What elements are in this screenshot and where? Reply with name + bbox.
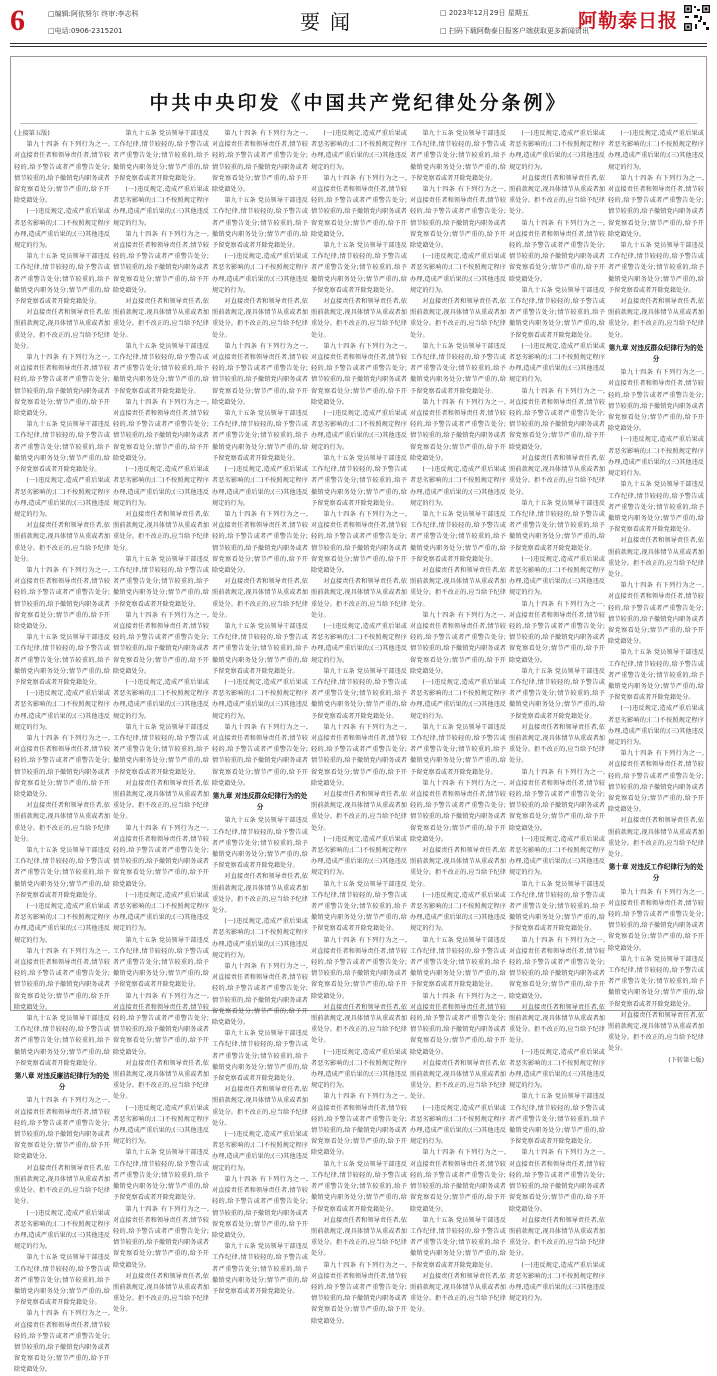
paragraph: 第九十四条 有下列行为之一,对直接责任者和领导责任者,情节较轻的,给予警告或者严重警告处分;情节较重的,给予撤销党内职务或者留党察看处分;情节严重的,给予开除党籍处分。 <box>113 611 209 675</box>
paragraph: (一)违反规定,造成严重后果或者恶劣影响的;(二)不按照规定程序办理,造成严重后果的;(三)其他违反规定的行为。 <box>14 1209 110 1251</box>
chapter-heading: 第八章 对违反廉洁纪律行为的处分 <box>14 1072 110 1092</box>
paragraph: 第九十四条 有下列行为之一,对直接责任者和领导责任者,情节较轻的,给予警告或者严重警告处分;情节较重的,给予撤销党内职务或者留党察看处分;情节严重的,给予开除党籍处分。 <box>608 582 704 646</box>
paragraph: (一)违反规定,造成严重后果或者恶劣影响的;(二)不按照规定程序办理,造成严重后果的;(三)其他违反规定的行为。 <box>509 1048 605 1090</box>
paragraph: 第九十四条 有下列行为之一,对直接责任者和领导责任者,情节较轻的,给予警告或者严重警告处分;情节较重的,给予撤销党内职务或者留党察看处分;情节严重的,给予开除党籍处分。 <box>212 1175 308 1239</box>
paragraph: 对直接责任者和领导责任者,依照前款规定,视具体情节从重或者加重处分。拒不改正的,应当给予纪律处分。 <box>113 510 209 552</box>
paragraph: 第九十四条 有下列行为之一,对直接责任者和领导责任者,情节较轻的,给予警告或者严重警告处分;情节较重的,给予撤销党内职务或者留党察看处分;情节严重的,给予开除党籍处分。 <box>311 174 407 238</box>
paragraph: 第九十四条 有下列行为之一,对直接责任者和领导责任者,情节较轻的,给予警告或者严重警告处分;情节较重的,给予撤销党内职务或者留党察看处分;情节严重的,给予开除党籍处分。 <box>311 342 407 406</box>
paragraph: 第九十四条 有下列行为之一,对直接责任者和领导责任者,情节较轻的,给予警告或者严重警告处分;情节较重的,给予撤销党内职务或者留党察看处分;情节严重的,给予开除党籍处分。 <box>212 963 308 1027</box>
download-note: □ 扫码下载阿勒泰日报客户端获取更多新闻资讯 <box>440 27 589 35</box>
paragraph: (一)违反规定,造成严重后果或者恶劣影响的;(二)不按照规定程序办理,造成严重后果的;(三)其他违反规定的行为。 <box>410 891 506 933</box>
paragraph: 对直接责任者和领导责任者,依照前款规定,视具体情节从重或者加重处分。拒不改正的,应当给予纪律处分。 <box>311 298 407 339</box>
paragraph: 第九十五条 党员领导干部违反工作纪律,情节较轻的,给予警告或者严重警告处分;情节较重的,给予撤销党内职务处分;情节严重的,给予留党察看或者开除党籍处分。 <box>113 130 209 182</box>
chapter-heading: 第九章 对违反群众纪律行为的处分 <box>212 791 308 812</box>
paragraph: (一)违反规定,造成严重后果或者恶劣影响的;(二)不按照规定程序办理,造成严重后果的;(三)其他违反规定的行为。 <box>113 678 209 720</box>
paragraph: 第九十四条 有下列行为之一,对直接责任者和领导责任者,情节较轻的,给予警告或者严重警告处分;情节较重的,给予撤销党内职务或者留党察看处分;情节严重的,给予开除党籍处分。 <box>311 1261 407 1325</box>
paragraph: 对直接责任者和领导责任者,依照前款规定,视具体情节从重或者加重处分。拒不改正的,应当给予纪律处分。 <box>311 1003 407 1045</box>
chapter-heading: 第九章 对违反群众纪律行为的处分 <box>608 343 704 364</box>
paragraph: 第九十四条 有下列行为之一,对直接责任者和领导责任者,情节较轻的,给予警告或者严重警告处分;情节较重的,给予撤销党内职务或者留党察看处分;情节严重的,给予开除党籍处分。 <box>113 1205 209 1269</box>
paragraph: (一)违反规定,造成严重后果或者恶劣影响的;(二)不按照规定程序办理,造成严重后果的;(三)其他违反规定的行为。 <box>509 342 605 384</box>
paragraph: 第九十五条 党员领导干部违反工作纪律,情节较轻的,给予警告或者严重警告处分;情节较重的,给予撤销党内职务处分;情节严重的,给予留党察看或者开除党籍处分。 <box>311 667 407 720</box>
headline-rule <box>20 123 697 124</box>
paragraph: (一)违反规定,造成严重后果或者恶劣影响的;(二)不按照规定程序办理,造成严重后果的;(三)其他违反规定的行为。 <box>410 253 506 294</box>
masthead <box>0 0 717 52</box>
paragraph: 第九十五条 党员领导干部违反工作纪律,情节较轻的,给予警告或者严重警告处分;情节较重的,给予撤销党内职务处分;情节严重的,给予留党察看或者开除党籍处分。 <box>509 1093 605 1146</box>
paragraph: 对直接责任者和领导责任者,依照前款规定,视具体情节从重或者加重处分。拒不改正的,应当给予纪律处分。 <box>14 309 110 350</box>
paragraph: 第九十四条 有下列行为之一,对直接责任者和领导责任者,情节较轻的,给予警告或者严重警告处分;情节较重的,给予撤销党内职务或者留党察看处分;情节严重的,给予开除党籍处分。 <box>311 723 407 787</box>
paragraph: (一)违反规定,造成严重后果或者恶劣影响的;(二)不按照规定程序办理,造成严重后果的;(三)其他违反规定的行为。 <box>212 678 308 720</box>
paragraph: 第九十五条 党员领导干部违反工作纪律,情节较轻的,给予警告或者严重警告处分;情节较重的,给予撤销党内职务处分;情节严重的,给予留党察看或者开除党籍处分。 <box>509 880 605 933</box>
paragraph: (一)违反规定,造成严重后果或者恶劣影响的;(二)不按照规定程序办理,造成严重后果的;(三)其他违反规定的行为。 <box>509 1261 605 1303</box>
column-4 <box>311 128 407 1325</box>
paragraph: 第九十四条 有下列行为之一,对直接责任者和领导责任者,情节较轻的,给予警告或者严重警告处分;情节较重的,给予撤销党内职务或者留党察看处分;情节严重的,给予开除党籍处分。 <box>14 1097 110 1161</box>
paragraph: 对直接责任者和领导责任者,依照前款规定,视具体情节从重或者加重处分。拒不改正的,应当给予纪律处分。 <box>509 723 605 765</box>
masthead-rule-thin <box>10 46 707 47</box>
paragraph: 第九十四条 有下列行为之一,对直接责任者和领导责任者,情节较轻的,给予警告或者严重警告处分;情节较重的,给予撤销党内职务或者留党察看处分;情节严重的,给予开除党籍处分。 <box>608 174 704 238</box>
paragraph: 第九十五条 党员领导干部违反工作纪律,情节较轻的,给予警告或者严重警告处分;情节较重的,给予撤销党内职务处分;情节严重的,给予留党察看或者开除党籍处分。 <box>410 342 506 395</box>
paragraph: 对直接责任者和领导责任者,依照前款规定,视具体情节从重或者加重处分。拒不改正的,应当给予纪律处分。 <box>410 1059 506 1101</box>
paragraph: 对直接责任者和领导责任者,依照前款规定,视具体情节从重或者加重处分。拒不改正的,应当给予纪律处分。 <box>509 1216 605 1258</box>
paragraph: 第九十五条 党员领导干部违反工作纪律,情节较轻的,给予警告或者严重警告处分;情节较重的,给予撤销党内职务处分;情节严重的,给予留党察看或者开除党籍处分。 <box>410 723 506 776</box>
paragraph: 第九十五条 党员领导干部违反工作纪律,情节较轻的,给予警告或者严重警告处分;情节较重的,给予撤销党内职务处分;情节严重的,给予留党察看或者开除党籍处分。 <box>212 197 308 250</box>
paragraph: (一)违反规定,造成严重后果或者恶劣影响的;(二)不按照规定程序办理,造成严重后果的;(三)其他违反规定的行为。 <box>410 678 506 720</box>
paragraph: 对直接责任者和领导责任者,依照前款规定,视具体情节从重或者加重处分。拒不改正的,应当给予纪律处分。 <box>113 1272 209 1314</box>
paragraph: 对直接责任者和领导责任者,依照前款规定,视具体情节从重或者加重处分。拒不改正的,应当给予纪律处分。 <box>608 817 704 858</box>
paragraph: 第九十五条 党员领导干部违反工作纪律,情节较轻的,给予警告或者严重警告处分;情节较重的,给予撤销党内职务处分;情节严重的,给予留党察看或者开除党籍处分。 <box>410 936 506 989</box>
paragraph: (一)违反规定,造成严重后果或者恶劣影响的;(二)不按照规定程序办理,造成严重后果的;(三)其他违反规定的行为。 <box>608 705 704 746</box>
paragraph: 第九十四条 有下列行为之一,对直接责任者和领导责任者,情节较轻的,给予警告或者严重警告处分;情节较重的,给予撤销党内职务或者留党察看处分;情节严重的,给予开除党籍处分。 <box>14 734 110 798</box>
paragraph: 第九十四条 有下列行为之一,对直接责任者和领导责任者,情节较轻的,给予警告或者严重警告处分;情节较重的,给予撤销党内职务或者留党察看处分;情节严重的,给予开除党籍处分。 <box>113 398 209 462</box>
paragraph: 对直接责任者和领导责任者,依照前款规定,视具体情节从重或者加重处分。拒不改正的,应当给予纪律处分。 <box>212 578 308 619</box>
paragraph: 第九十四条 有下列行为之一,对直接责任者和领导责任者,情节较轻的,给予警告或者严重警告处分;情节较重的,给予撤销党内职务或者留党察看处分;情节严重的,给予开除党籍处分。 <box>509 936 605 1000</box>
paragraph: 第九十五条 党员领导干部违反工作纪律,情节较轻的,给予警告或者严重警告处分;情节较重的,给予撤销党内职务处分;情节严重的,给予留党察看或者开除党籍处分。 <box>212 817 308 870</box>
paragraph: 第九十五条 党员领导干部违反工作纪律,情节较轻的,给予警告或者严重警告处分;情节较重的,给予撤销党内职务处分;情节严重的,给予留党察看或者开除党籍处分。 <box>212 1243 308 1295</box>
paragraph: (一)违反规定,造成严重后果或者恶劣影响的;(二)不按照规定程序办理,造成严重后果的;(三)其他违反规定的行为。 <box>14 208 110 250</box>
paragraph: 对直接责任者和领导责任者,依照前款规定,视具体情节从重或者加重处分。拒不改正的,应当给予纪律处分。 <box>509 174 605 216</box>
paragraph: 第九十四条 有下列行为之一,对直接责任者和领导责任者,情节较轻的,给予警告或者严重警告处分;情节较重的,给予撤销党内职务或者留党察看处分;情节严重的,给予开除党籍处分。 <box>410 1149 506 1213</box>
paragraph: 第九十五条 党员领导干部违反工作纪律,情节较轻的,给予警告或者严重警告处分;情节较重的,给予撤销党内职务处分;情节严重的,给予留党察看或者开除党籍处分。 <box>410 510 506 563</box>
publish-date: □ 2023年12月29日 星期五 <box>440 9 529 17</box>
paragraph: (一)违反规定,造成严重后果或者恶劣影响的;(二)不按照规定程序办理,造成严重后果的;(三)其他违反规定的行为。 <box>311 622 407 664</box>
paragraph: (一)违反规定,造成严重后果或者恶劣影响的;(二)不按照规定程序办理,造成严重后果的;(三)其他违反规定的行为。 <box>410 466 506 507</box>
paragraph: 第九十五条 党员领导干部违反工作纪律,情节较轻的,给予警告或者严重警告处分;情节较重的,给予撤销党内职务处分;情节严重的,给予留党察看或者开除党籍处分。 <box>212 622 308 675</box>
paragraph: 对直接责任者和领导责任者,依照前款规定,视具体情节从重或者加重处分。拒不改正的,应当给予纪律处分。 <box>212 873 308 915</box>
paragraph: (一)违反规定,造成严重后果或者恶劣影响的;(二)不按照规定程序办理,造成严重后果的;(三)其他违反规定的行为。 <box>113 466 209 507</box>
paragraph: 第九十五条 党员领导干部违反工作纪律,情节较轻的,给予警告或者严重警告处分;情节较重的,给予撤销党内职务处分;情节严重的,给予留党察看或者开除党籍处分。 <box>410 130 506 182</box>
continued-to-note: (下转第七版) <box>668 1056 704 1064</box>
paragraph: (一)违反规定,造成严重后果或者恶劣影响的;(二)不按照规定程序办理,造成严重后果的;(三)其他违反规定的行为。 <box>113 1104 209 1146</box>
paragraph: 对直接责任者和领导责任者,依照前款规定,视具体情节从重或者加重处分。拒不改正的,应当给予纪律处分。 <box>608 1011 704 1053</box>
paragraph: (一)违反规定,造成严重后果或者恶劣影响的;(二)不按照规定程序办理,造成严重后果的;(三)其他违反规定的行为。 <box>212 1131 308 1172</box>
paragraph: 对直接责任者和领导责任者,依照前款规定,视具体情节从重或者加重处分。拒不改正的,应当给予纪律处分。 <box>608 298 704 339</box>
paragraph: 第九十四条 有下列行为之一,对直接责任者和领导责任者,情节较轻的,给予警告或者严重警告处分;情节较重的,给予撤销党内职务或者留党察看处分;情节严重的,给予开除党籍处分。 <box>311 936 407 1000</box>
paragraph: 第九十四条 有下列行为之一,对直接责任者和领导责任者,情节较轻的,给予警告或者严重警告处分;情节较重的,给予撤销党内职务或者留党察看处分;情节严重的,给予开除党籍处分。 <box>14 141 110 205</box>
paragraph: 第九十五条 党员领导干部违反工作纪律,情节较轻的,给予警告或者严重警告处分;情节较重的,给予撤销党内职务处分;情节严重的,给予留党察看或者开除党籍处分。 <box>113 936 209 989</box>
column-7 <box>608 128 704 1064</box>
paragraph: 第九十五条 党员领导干部违反工作纪律,情节较轻的,给予警告或者严重警告处分;情节较重的,给予撤销党内职务处分;情节严重的,给予留党察看或者开除党籍处分。 <box>608 649 704 702</box>
paragraph: 对直接责任者和领导责任者,依照前款规定,视具体情节从重或者加重处分。拒不改正的,应当给予纪律处分。 <box>14 1164 110 1206</box>
masthead-rule <box>10 43 707 44</box>
paragraph: (一)违反规定,造成严重后果或者恶劣影响的;(二)不按照规定程序办理,造成严重后果的;(三)其他违反规定的行为。 <box>212 253 308 294</box>
paragraph: 对直接责任者和领导责任者,依照前款规定,视具体情节从重或者加重处分。拒不改正的,应当给予纪律处分。 <box>14 522 110 563</box>
paragraph: 第九十五条 党员领导干部违反工作纪律,情节较轻的,给予警告或者严重警告处分;情节较重的,给予撤销党内职务处分;情节严重的,给予留党察看或者开除党籍处分。 <box>311 242 407 294</box>
paragraph: 对直接责任者和领导责任者,依照前款规定,视具体情节从重或者加重处分。拒不改正的,应当给予纪律处分。 <box>410 566 506 608</box>
paragraph: 第九十四条 有下列行为之一,对直接责任者和领导责任者,情节较轻的,给予警告或者严重警告处分;情节较重的,给予撤销党内职务或者留党察看处分;情节严重的,给予开除党籍处分。 <box>509 600 605 664</box>
paragraph: 第九十五条 党员领导干部违反工作纪律,情节较轻的,给予警告或者严重警告处分;情节较重的,给予撤销党内职务处分;情节严重的,给予留党察看或者开除党籍处分。 <box>14 847 110 899</box>
paragraph: 第九十五条 党员领导干部违反工作纪律,情节较轻的,给予警告或者严重警告处分;情节较重的,给予撤销党内职务处分;情节严重的,给予留党察看或者开除党籍处分。 <box>113 723 209 776</box>
paragraph: 第九十五条 党员领导干部违反工作纪律,情节较轻的,给予警告或者严重警告处分;情节较重的,给予撤销党内职务处分;情节严重的,给予留党察看或者开除党籍处分。 <box>608 481 704 534</box>
paragraph: 第九十五条 党员领导干部违反工作纪律,情节较轻的,给予警告或者严重警告处分;情节较重的,给予撤销党内职务处分;情节严重的,给予留党察看或者开除党籍处分。 <box>311 454 407 507</box>
paragraph: 第九十四条 有下列行为之一,对直接责任者和领导责任者,情节较轻的,给予警告或者严重警告处分;情节较重的,给予撤销党内职务或者留党察看处分;情节严重的,给予开除党籍处分。 <box>311 1093 407 1157</box>
paragraph: 对直接责任者和领导责任者,依照前款规定,视具体情节从重或者加重处分。拒不改正的,应当给予纪律处分。 <box>608 537 704 578</box>
paragraph: 对直接责任者和领导责任者,依照前款规定,视具体情节从重或者加重处分。拒不改正的,应当给予纪律处分。 <box>212 298 308 339</box>
section-title: 要闻 <box>300 10 360 34</box>
paragraph: (一)违反规定,造成严重后果或者恶劣影响的;(二)不按照规定程序办理,造成严重后果的;(三)其他违反规定的行为。 <box>14 903 110 944</box>
paragraph: 对直接责任者和领导责任者,依照前款规定,视具体情节从重或者加重处分。拒不改正的,应当给予纪律处分。 <box>509 1003 605 1045</box>
paragraph: 第九十四条 有下列行为之一,对直接责任者和领导责任者,情节较轻的,给予警告或者严重警告处分;情节较重的,给予撤销党内职务或者留党察看处分;情节严重的,给予开除党籍处分。 <box>14 947 110 1011</box>
paragraph: 第九十四条 有下列行为之一,对直接责任者和领导责任者,情节较轻的,给予警告或者严重警告处分;情节较重的,给予撤销党内职务或者留党察看处分;情节严重的,给予开除党籍处分。 <box>212 342 308 406</box>
paragraph: 第九十四条 有下列行为之一,对直接责任者和领导责任者,情节较轻的,给予警告或者严重警告处分;情节较重的,给予撤销党内职务或者留党察看处分;情节严重的,给予开除党籍处分。 <box>410 779 506 843</box>
paragraph: 第九十四条 有下列行为之一,对直接责任者和领导责任者,情节较轻的,给予警告或者严重警告处分;情节较重的,给予撤销党内职务或者留党察看处分;情节严重的,给予开除党籍处分。 <box>608 750 704 814</box>
paragraph: (一)违反规定,造成严重后果或者恶劣影响的;(二)不按照规定程序办理,造成严重后果的;(三)其他违反规定的行为。 <box>212 466 308 507</box>
qr-code-icon <box>683 4 711 32</box>
paragraph: 第九十四条 有下列行为之一,对直接责任者和领导责任者,情节较轻的,给予警告或者严重警告处分;情节较重的,给予撤销党内职务或者留党察看处分;情节严重的,给予开除党籍处分。 <box>410 186 506 250</box>
paragraph: (一)违反规定,造成严重后果或者恶劣影响的;(二)不按照规定程序办理,造成严重后果的;(三)其他违反规定的行为。 <box>311 410 407 451</box>
paragraph: 第九十四条 有下列行为之一,对直接责任者和领导责任者,情节较轻的,给予警告或者严重警告处分;情节较重的,给予撤销党内职务或者留党察看处分;情节严重的,给予开除党籍处分。 <box>14 566 110 630</box>
paragraph: 第九十四条 有下列行为之一,对直接责任者和领导责任者,情节较轻的,给予警告或者严重警告处分;情节较重的,给予撤销党内职务或者留党察看处分;情节严重的,给予开除党籍处分。 <box>212 510 308 574</box>
paragraph: (一)违反规定,造成严重后果或者恶劣影响的;(二)不按照规定程序办理,造成严重后果的;(三)其他违反规定的行为。 <box>608 130 704 171</box>
paragraph: 第九十四条 有下列行为之一,对直接责任者和领导责任者,情节较轻的,给予警告或者严重警告处分;情节较重的,给予撤销党内职务或者留党察看处分;情节严重的,给予开除党籍处分。 <box>509 219 605 283</box>
paragraph: 第九十五条 党员领导干部违反工作纪律,情节较轻的,给予警告或者严重警告处分;情节较重的,给予撤销党内职务处分;情节严重的,给予留党察看或者开除党籍处分。 <box>311 1160 407 1213</box>
paragraph: 第九十五条 党员领导干部违反工作纪律,情节较轻的,给予警告或者严重警告处分;情节较重的,给予撤销党内职务处分;情节严重的,给予留党察看或者开除党籍处分。 <box>410 1216 506 1269</box>
paragraph: 第九十四条 有下列行为之一,对直接责任者和领导责任者,情节较轻的,给予警告或者严重警告处分;情节较重的,给予撤销党内职务或者留党察看处分;情节严重的,给予开除党籍处分。 <box>608 888 704 952</box>
column-6 <box>509 128 605 1303</box>
paragraph: 对直接责任者和领导责任者,依照前款规定,视具体情节从重或者加重处分。拒不改正的,应当给予纪律处分。 <box>410 298 506 339</box>
column-1 <box>14 128 110 1374</box>
paragraph: (一)违反规定,造成严重后果或者恶劣影响的;(二)不按照规定程序办理,造成严重后果的;(三)其他违反规定的行为。 <box>212 918 308 959</box>
paragraph: 第九十四条 有下列行为之一,对直接责任者和领导责任者,情节较轻的,给予警告或者严重警告处分;情节较重的,给予撤销党内职务或者留党察看处分;情节严重的,给予开除党籍处分。 <box>410 398 506 462</box>
paragraph: 对直接责任者和领导责任者,依照前款规定,视具体情节从重或者加重处分。拒不改正的,应当给予纪律处分。 <box>410 847 506 888</box>
paragraph: 第九十四条 有下列行为之一,对直接责任者和领导责任者,情节较轻的,给予警告或者严重警告处分;情节较重的,给予撤销党内职务或者留党察看处分;情节严重的,给予开除党籍处分。 <box>212 723 308 787</box>
paragraph: 第九十五条 党员领导干部违反工作纪律,情节较轻的,给予警告或者严重警告处分;情节较重的,给予撤销党内职务处分;情节严重的,给予留党察看或者开除党籍处分。 <box>113 1149 209 1202</box>
paragraph: 对直接责任者和领导责任者,依照前款规定,视具体情节从重或者加重处分。拒不改正的,应当给予纪律处分。 <box>113 779 209 821</box>
paragraph: (一)违反规定,造成严重后果或者恶劣影响的;(二)不按照规定程序办理,造成严重后果的;(三)其他违反规定的行为。 <box>509 835 605 877</box>
paragraph: 第九十五条 党员领导干部违反工作纪律,情节较轻的,给予警告或者严重警告处分;情节较重的,给予撤销党内职务处分;情节严重的,给予留党察看或者开除党籍处分。 <box>608 955 704 1008</box>
paragraph: (一)违反规定,造成严重后果或者恶劣影响的;(二)不按照规定程序办理,造成严重后果的;(三)其他违反规定的行为。 <box>509 555 605 597</box>
paragraph: 第九十五条 党员领导干部违反工作纪律,情节较轻的,给予警告或者严重警告处分;情节较重的,给予撤销党内职务处分;情节严重的,给予留党察看或者开除党籍处分。 <box>14 1015 110 1067</box>
paragraph: (一)违反规定,造成严重后果或者恶劣影响的;(二)不按照规定程序办理,造成严重后果的;(三)其他违反规定的行为。 <box>608 436 704 478</box>
paragraph: 对直接责任者和领导责任者,依照前款规定,视具体情节从重或者加重处分。拒不改正的,应当给予纪律处分。 <box>410 1272 506 1314</box>
article-body <box>14 128 704 1374</box>
paragraph: 第九十四条 有下列行为之一,对直接责任者和领导责任者,情节较轻的,给予警告或者严重警告处分;情节较重的,给予撤销党内职务或者留党察看处分;情节严重的,给予开除党籍处分。 <box>509 768 605 832</box>
paragraph: 第九十四条 有下列行为之一,对直接责任者和领导责任者,情节较轻的,给予警告或者严重警告处分;情节较重的,给予撤销党内职务或者留党察看处分;情节严重的,给予开除党籍处分。 <box>113 824 209 888</box>
paragraph: 第九十五条 党员领导干部违反工作纪律,情节较轻的,给予警告或者严重警告处分;情节较重的,给予撤销党内职务处分;情节严重的,给予留党察看或者开除党籍处分。 <box>509 499 605 552</box>
paragraph: 第九十五条 党员领导干部违反工作纪律,情节较轻的,给予警告或者严重警告处分;情节较重的,给予撤销党内职务处分;情节严重的,给予留党察看或者开除党籍处分。 <box>212 410 308 462</box>
paragraph: (一)违反规定,造成严重后果或者恶劣影响的;(二)不按照规定程序办理,造成严重后果的;(三)其他违反规定的行为。 <box>14 477 110 518</box>
paragraph: 第九十五条 党员领导干部违反工作纪律,情节较轻的,给予警告或者严重警告处分;情节较重的,给予撤销党内职务处分;情节严重的,给予留党察看或者开除党籍处分。 <box>212 1030 308 1083</box>
paragraph: 第九十五条 党员领导干部违反工作纪律,情节较轻的,给予警告或者严重警告处分;情节较重的,给予撤销党内职务处分;情节严重的,给予留党察看或者开除党籍处分。 <box>509 667 605 720</box>
paragraph: 对直接责任者和领导责任者,依照前款规定,视具体情节从重或者加重处分。拒不改正的,应当给予纪律处分。 <box>311 578 407 619</box>
paragraph: 第九十五条 党员领导干部违反工作纪律,情节较轻的,给予警告或者严重警告处分;情节较重的,给予撤销党内职务处分;情节严重的,给予留党察看或者开除党籍处分。 <box>311 880 407 933</box>
paragraph: 第九十四条 有下列行为之一,对直接责任者和领导责任者,情节较轻的,给予警告或者严重警告处分;情节较重的,给予撤销党内职务或者留党察看处分;情节严重的,给予开除党籍处分。 <box>509 1149 605 1213</box>
newspaper-logo: 阿勒泰日报 <box>578 10 679 32</box>
paragraph: 对直接责任者和领导责任者,依照前款规定,视具体情节从重或者加重处分。拒不改正的,应当给予纪律处分。 <box>14 802 110 843</box>
chapter-heading: 第十章 对违反工作纪律行为的处分 <box>608 863 704 883</box>
paragraph: (一)违反规定,造成严重后果或者恶劣影响的;(二)不按照规定程序办理,造成严重后果的;(三)其他违反规定的行为。 <box>113 186 209 227</box>
paragraph: 第九十五条 党员领导干部违反工作纪律,情节较轻的,给予警告或者严重警告处分;情节较重的,给予撤销党内职务处分;情节严重的,给予留党察看或者开除党籍处分。 <box>14 1254 110 1307</box>
paragraph: 第九十四条 有下列行为之一,对直接责任者和领导责任者,情节较轻的,给予警告或者严重警告处分;情节较重的,给予撤销党内职务或者留党察看处分;情节严重的,给予开除党籍处分。 <box>14 354 110 418</box>
paragraph: (一)违反规定,造成严重后果或者恶劣影响的;(二)不按照规定程序办理,造成严重后果的;(三)其他违反规定的行为。 <box>311 130 407 171</box>
paragraph: 第九十五条 党员领导干部违反工作纪律,情节较轻的,给予警告或者严重警告处分;情节较重的,给予撤销党内职务处分;情节严重的,给予留党察看或者开除党籍处分。 <box>14 253 110 306</box>
paragraph: 第九十五条 党员领导干部违反工作纪律,情节较轻的,给予警告或者严重警告处分;情节较重的,给予撤销党内职务处分;情节严重的,给予留党察看或者开除党籍处分。 <box>113 555 209 608</box>
paragraph: 第九十四条 有下列行为之一,对直接责任者和领导责任者,情节较轻的,给予警告或者严重警告处分;情节较重的,给予撤销党内职务或者留党察看处分;情节严重的,给予开除党籍处分。 <box>113 992 209 1056</box>
paragraph: (一)违反规定,造成严重后果或者恶劣影响的;(二)不按照规定程序办理,造成严重后果的;(三)其他违反规定的行为。 <box>509 130 605 171</box>
column-5 <box>410 128 506 1314</box>
paragraph: 对直接责任者和领导责任者,依照前款规定,视具体情节从重或者加重处分。拒不改正的,应当给予纪律处分。 <box>113 298 209 339</box>
paragraph: 第九十五条 党员领导干部违反工作纪律,情节较轻的,给予警告或者严重警告处分;情节较重的,给予撤销党内职务处分;情节严重的,给予留党察看或者开除党籍处分。 <box>14 634 110 686</box>
column-3 <box>212 128 308 1295</box>
paragraph: (一)违反规定,造成严重后果或者恶劣影响的;(二)不按照规定程序办理,造成严重后果的;(三)其他违反规定的行为。 <box>410 1104 506 1146</box>
page-number: 6 <box>10 4 25 37</box>
paragraph: 对直接责任者和领导责任者,依照前款规定,视具体情节从重或者加重处分。拒不改正的,应当给予纪律处分。 <box>509 454 605 496</box>
paragraph: 第九十四条 有下列行为之一,对直接责任者和领导责任者,情节较轻的,给予警告或者严重警告处分;情节较重的,给予撤销党内职务或者留党察看处分;情节严重的,给予开除党籍处分。 <box>410 611 506 675</box>
paragraph: 对直接责任者和领导责任者,依照前款规定,视具体情节从重或者加重处分。拒不改正的,应当给予纪律处分。 <box>212 1086 308 1127</box>
paragraph: 第九十四条 有下列行为之一,对直接责任者和领导责任者,情节较轻的,给予警告或者严重警告处分;情节较重的,给予撤销党内职务或者留党察看处分;情节严重的,给予开除党籍处分。 <box>509 387 605 451</box>
paragraph: 第九十四条 有下列行为之一,对直接责任者和领导责任者,情节较轻的,给予警告或者严重警告处分;情节较重的,给予撤销党内职务或者留党察看处分;情节严重的,给予开除党籍处分。 <box>311 510 407 574</box>
paragraph: 对直接责任者和领导责任者,依照前款规定,视具体情节从重或者加重处分。拒不改正的,应当给予纪律处分。 <box>113 1059 209 1101</box>
paragraph: (一)违反规定,造成严重后果或者恶劣影响的;(二)不按照规定程序办理,造成严重后果的;(三)其他违反规定的行为。 <box>311 1048 407 1090</box>
paragraph: 第九十五条 党员领导干部违反工作纪律,情节较轻的,给予警告或者严重警告处分;情节较重的,给予撤销党内职务处分;情节严重的,给予留党察看或者开除党籍处分。 <box>113 342 209 395</box>
continued-note: (上接第五版) <box>14 130 50 137</box>
paragraph: 第九十五条 党员领导干部违反工作纪律,情节较轻的,给予警告或者严重警告处分;情节较重的,给予撤销党内职务处分;情节严重的,给予留党察看或者开除党籍处分。 <box>14 421 110 474</box>
editor-line: □编辑:阿依努尔 终审:李志科 <box>48 10 139 18</box>
hotline: □电话:0906-2315201 <box>48 27 123 35</box>
paragraph: 第九十五条 党员领导干部违反工作纪律,情节较轻的,给予警告或者严重警告处分;情节较重的,给予撤销党内职务处分;情节严重的,给予留党察看或者开除党籍处分。 <box>608 242 704 294</box>
paragraph: 第九十四条 有下列行为之一,对直接责任者和领导责任者,情节较轻的,给予警告或者严重警告处分;情节较重的,给予撤销党内职务或者留党察看处分;情节严重的,给予开除党籍处分。 <box>608 369 704 433</box>
paragraph: 第九十五条 党员领导干部违反工作纪律,情节较轻的,给予警告或者严重警告处分;情节较重的,给予撤销党内职务处分;情节严重的,给予留党察看或者开除党籍处分。 <box>509 286 605 339</box>
paragraph: (一)违反规定,造成严重后果或者恶劣影响的;(二)不按照规定程序办理,造成严重后果的;(三)其他违反规定的行为。 <box>311 835 407 877</box>
paragraph: (一)违反规定,造成严重后果或者恶劣影响的;(二)不按照规定程序办理,造成严重后果的;(三)其他违反规定的行为。 <box>14 690 110 731</box>
paragraph: 第九十四条 有下列行为之一,对直接责任者和领导责任者,情节较轻的,给予警告或者严重警告处分;情节较重的,给予撤销党内职务或者留党察看处分;情节严重的,给予开除党籍处分。 <box>212 130 308 194</box>
paragraph: 对直接责任者和领导责任者,依照前款规定,视具体情节从重或者加重处分。拒不改正的,应当给予纪律处分。 <box>311 790 407 832</box>
article-headline: 中共中央印发《中国共产党纪律处分条例》 <box>149 92 568 114</box>
paragraph: 第九十四条 有下列行为之一,对直接责任者和领导责任者,情节较轻的,给予警告或者严重警告处分;情节较重的,给予撤销党内职务或者留党察看处分;情节严重的,给予开除党籍处分。 <box>113 230 209 294</box>
paragraph: (一)违反规定,造成严重后果或者恶劣影响的;(二)不按照规定程序办理,造成严重后果的;(三)其他违反规定的行为。 <box>113 891 209 933</box>
paragraph: 对直接责任者和领导责任者,依照前款规定,视具体情节从重或者加重处分。拒不改正的,应当给予纪律处分。 <box>311 1216 407 1258</box>
paragraph: 第九十四条 有下列行为之一,对直接责任者和领导责任者,情节较轻的,给予警告或者严重警告处分;情节较重的,给予撤销党内职务或者留党察看处分;情节严重的,给予开除党籍处分。 <box>14 1310 110 1374</box>
paragraph: 第九十四条 有下列行为之一,对直接责任者和领导责任者,情节较轻的,给予警告或者严重警告处分;情节较重的,给予撤销党内职务或者留党察看处分;情节严重的,给予开除党籍处分。 <box>410 992 506 1056</box>
column-2 <box>113 128 209 1314</box>
